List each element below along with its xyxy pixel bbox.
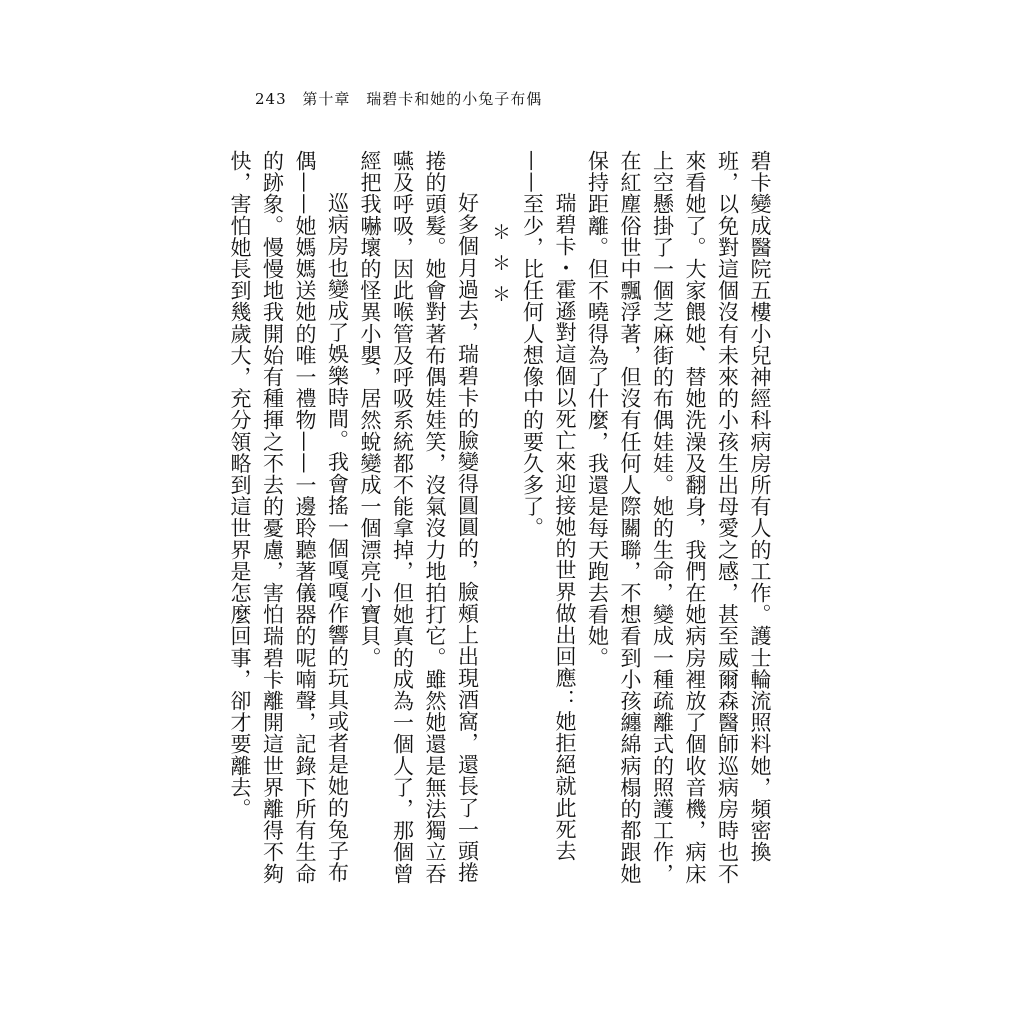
chapter-title: 瑞碧卡和她的小兔子布偶 — [366, 90, 543, 108]
paragraph: 瑞碧卡・霍遜對這個以死亡來迎接她的世界做出回應：她拒絕就此死去——至少，比任何人想像中的要久多了。 — [520, 150, 577, 862]
chapter-label: 第十章 — [302, 90, 351, 108]
page-number: 243 — [255, 90, 287, 108]
paragraph-continued: 碧卡變成醫院五樓小兒神經科病房所有人的工作。護士輪流照料她，頻密換班，以免對這個沒有未來的小孩生出母愛之感，甚至威爾森醫師巡病房時也不來看她了。大家餵她、替她洗澡及翻身，我們在她病房裡放了個收音機，病床上空懸掛了一個芝麻街的布偶娃娃。她的生命，變成一種疏離式的照護工作，在紅塵俗世中飄浮著，但沒有任何人際關聯，不想看到小孩纏綿病榻的都跟她保持距離。但不曉得為了什麼，我還是每天跑去看她。 — [585, 150, 772, 885]
section-break-asterisks: ＊＊＊ — [489, 222, 511, 315]
vertical-text-body — [228, 150, 776, 890]
running-header — [255, 88, 552, 109]
paragraph: 巡病房也變成了娛樂時間。我會搖一個嘎嘎作響的玩具或者是她的兔子布偶——她媽媽送她的唯一禮物——一邊聆聽著儀器的呢喃聲，記錄下所有生命的跡象。慢慢地我開始有種揮之不去的憂慮，害怕瑞碧卡離開這世界離得不夠快，害怕她長到幾歲大，充分領略到這世界是怎麼回事，卻才要離去。 — [228, 150, 350, 885]
paragraph: 好多個月過去，瑞碧卡的臉變得圓圓的，臉頰上出現酒窩，還長了一頭捲捲的頭髮。她會對著布偶娃娃笑，沒氣沒力地拍打它。雖然她還是無法獨立吞嚥及呼吸，因此喉管及呼吸系統都不能拿掉，但她真的成為一個人了，那個曾經把我嚇壞的怪異小嬰，居然蛻變成一個漂亮小寶貝。 — [358, 150, 480, 885]
